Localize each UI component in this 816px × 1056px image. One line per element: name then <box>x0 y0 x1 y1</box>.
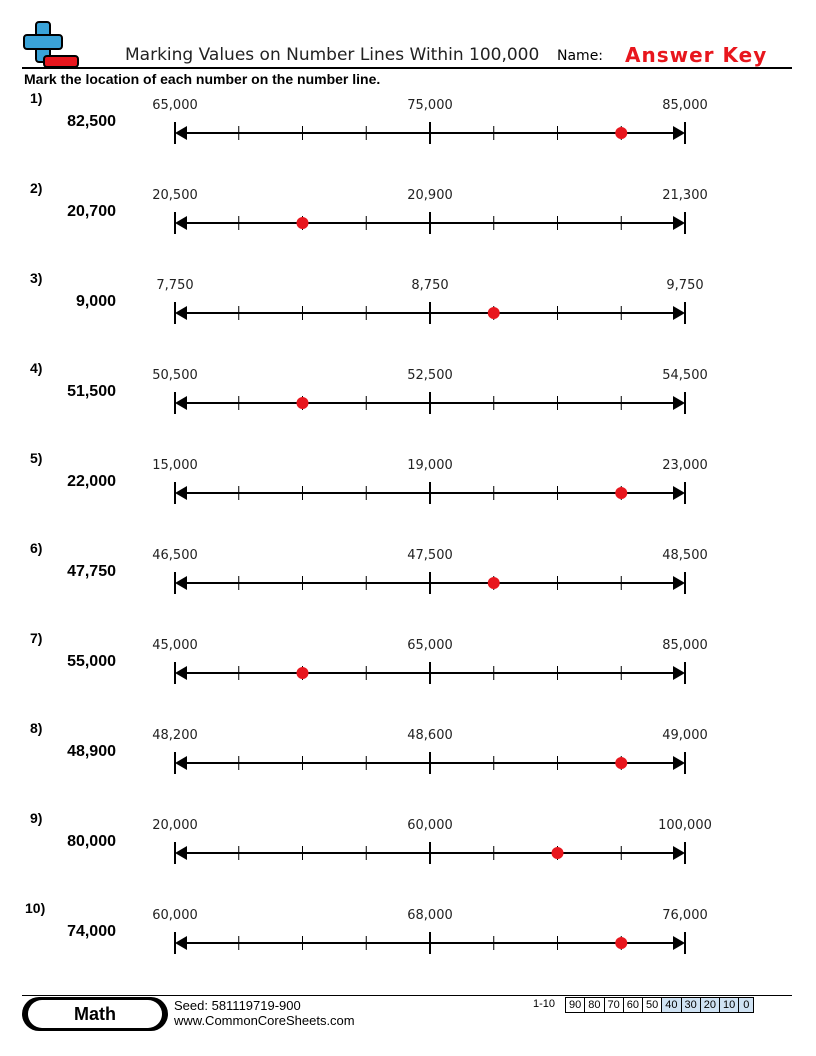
left-arrow-icon <box>175 306 187 320</box>
problem-item <box>0 90 816 180</box>
number-line <box>0 630 816 720</box>
problem-value: 80,000 <box>67 833 116 850</box>
tick-label: 20,500 <box>152 188 198 203</box>
score-cell: 70 <box>605 998 624 1013</box>
right-arrow-icon <box>673 666 685 680</box>
answer-key-label: Answer Key <box>625 43 768 67</box>
number-line <box>0 450 816 540</box>
problem-number: 10) <box>25 900 46 916</box>
tick-label: 23,000 <box>662 458 708 473</box>
tick-label: 20,000 <box>152 818 198 833</box>
score-cell: 90 <box>566 998 585 1013</box>
right-arrow-icon <box>673 126 685 140</box>
left-arrow-icon <box>175 126 187 140</box>
score-cell: 30 <box>682 998 701 1013</box>
problem-value: 20,700 <box>67 203 116 220</box>
tick-label: 20,900 <box>407 188 453 203</box>
page-title: Marking Values on Number Lines Within 100,000 <box>125 45 540 65</box>
answer-marker <box>297 397 309 409</box>
problem-value: 51,500 <box>67 383 116 400</box>
tick-label: 76,000 <box>662 908 708 923</box>
seed-text: Seed: 581119719-900 <box>174 998 301 1013</box>
problem-value: 9,000 <box>75 293 116 310</box>
problem-value: 74,000 <box>67 923 116 940</box>
problem-item <box>0 360 816 450</box>
right-arrow-icon <box>673 216 685 230</box>
tick-label: 21,300 <box>662 188 708 203</box>
tick-label: 49,000 <box>662 728 708 743</box>
answer-marker <box>297 667 309 679</box>
number-line <box>0 810 816 900</box>
tick-label: 60,000 <box>152 908 198 923</box>
number-line <box>0 900 816 990</box>
tick-label: 48,600 <box>407 728 453 743</box>
score-cell: 50 <box>643 998 662 1013</box>
problem-number: 6) <box>30 540 43 556</box>
footer-divider <box>22 995 792 996</box>
answer-marker <box>615 487 627 499</box>
score-table <box>565 997 754 1013</box>
footer-info <box>174 998 355 1028</box>
right-arrow-icon <box>673 756 685 770</box>
right-arrow-icon <box>673 576 685 590</box>
tick-label: 75,000 <box>407 98 453 113</box>
answer-marker <box>488 577 500 589</box>
tick-label: 85,000 <box>662 98 708 113</box>
number-line <box>0 180 816 270</box>
tick-label: 52,500 <box>407 368 453 383</box>
tick-label: 48,500 <box>662 548 708 563</box>
left-arrow-icon <box>175 576 187 590</box>
score-cell: 10 <box>720 998 739 1013</box>
left-arrow-icon <box>175 396 187 410</box>
number-line <box>0 720 816 810</box>
left-arrow-icon <box>175 936 187 950</box>
problem-item <box>0 810 816 900</box>
problem-item <box>0 630 816 720</box>
problem-value: 47,750 <box>67 563 116 580</box>
tick-label: 15,000 <box>152 458 198 473</box>
tick-label: 68,000 <box>407 908 453 923</box>
tick-label: 100,000 <box>658 818 712 833</box>
tick-label: 85,000 <box>662 638 708 653</box>
tick-label: 54,500 <box>662 368 708 383</box>
problem-value: 82,500 <box>67 113 116 130</box>
problem-number: 4) <box>30 360 43 376</box>
name-label: Name: <box>557 48 604 64</box>
problem-item <box>0 720 816 810</box>
header-divider <box>22 67 792 69</box>
problem-number: 7) <box>30 630 43 646</box>
right-arrow-icon <box>673 396 685 410</box>
problem-number: 9) <box>30 810 43 826</box>
website-link[interactable]: www.CommonCoreSheets.com <box>174 1013 355 1028</box>
tick-label: 50,500 <box>152 368 198 383</box>
problem-number: 3) <box>30 270 43 286</box>
left-arrow-icon <box>175 486 187 500</box>
score-cell: 40 <box>662 998 681 1013</box>
answer-marker <box>488 307 500 319</box>
right-arrow-icon <box>673 936 685 950</box>
left-arrow-icon <box>175 846 187 860</box>
subject-label: Math <box>28 1000 162 1028</box>
right-arrow-icon <box>673 846 685 860</box>
tick-label: 47,500 <box>407 548 453 563</box>
tick-label: 46,500 <box>152 548 198 563</box>
tick-label: 65,000 <box>407 638 453 653</box>
tick-label: 19,000 <box>407 458 453 473</box>
problem-item <box>0 270 816 360</box>
right-arrow-icon <box>673 486 685 500</box>
tick-label: 48,200 <box>152 728 198 743</box>
number-line <box>0 360 816 450</box>
plus-minus-icon <box>22 20 80 70</box>
problem-item <box>0 180 816 270</box>
score-cell: 0 <box>739 998 754 1013</box>
left-arrow-icon <box>175 666 187 680</box>
number-line <box>0 540 816 630</box>
answer-marker <box>615 757 627 769</box>
score-cell: 20 <box>701 998 720 1013</box>
number-line <box>0 270 816 360</box>
score-range-label: 1-10 <box>533 998 556 1010</box>
left-arrow-icon <box>175 216 187 230</box>
problem-item <box>0 900 816 990</box>
score-cell: 80 <box>585 998 604 1013</box>
answer-marker <box>552 847 564 859</box>
problem-number: 8) <box>30 720 43 736</box>
problem-item <box>0 450 816 540</box>
problem-value: 55,000 <box>67 653 116 670</box>
problem-item <box>0 540 816 630</box>
problem-number: 2) <box>30 180 43 196</box>
score-cell: 60 <box>624 998 643 1013</box>
tick-label: 65,000 <box>152 98 198 113</box>
tick-label: 60,000 <box>407 818 453 833</box>
answer-marker <box>297 217 309 229</box>
subject-badge <box>22 997 168 1031</box>
tick-label: 8,750 <box>411 278 449 293</box>
tick-label: 45,000 <box>152 638 198 653</box>
answer-marker <box>615 127 627 139</box>
left-arrow-icon <box>175 756 187 770</box>
problem-value: 48,900 <box>67 743 116 760</box>
right-arrow-icon <box>673 306 685 320</box>
instructions: Mark the location of each number on the number line. <box>24 71 381 87</box>
tick-label: 7,750 <box>156 278 194 293</box>
problem-value: 22,000 <box>67 473 116 490</box>
problem-number: 5) <box>30 450 43 466</box>
number-line <box>0 90 816 180</box>
problem-number: 1) <box>30 90 43 106</box>
answer-marker <box>615 937 627 949</box>
tick-label: 9,750 <box>666 278 704 293</box>
